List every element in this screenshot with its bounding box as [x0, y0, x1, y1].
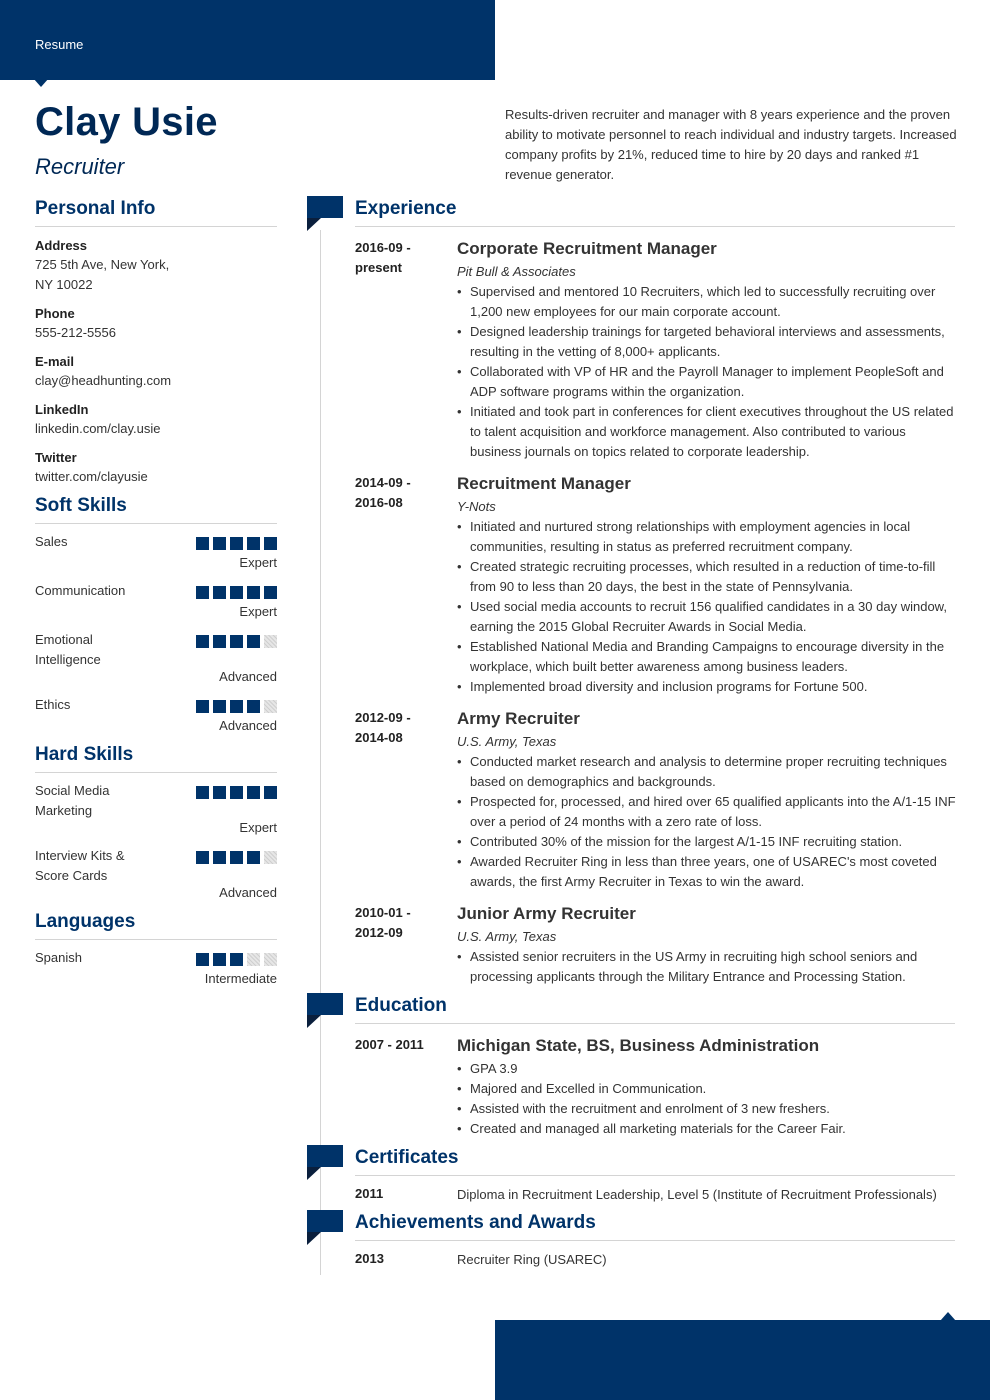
list-item: • Implemented broad diversity and inclusion programs for Fortune 500.: [457, 677, 957, 697]
rating-square-filled: [213, 537, 226, 550]
skill-name: Interview Kits & Score Cards: [35, 848, 125, 883]
achievement-date: 2013: [355, 1251, 384, 1266]
rating-square-filled: [213, 635, 226, 648]
job-title: Corporate Recruitment Manager: [457, 239, 717, 258]
skill-level: Advanced: [219, 885, 277, 900]
rating-square-filled: [230, 700, 243, 713]
job-date: 2016-09 - present: [355, 240, 411, 275]
rating-square-filled: [264, 786, 277, 799]
summary-text: Results-driven recruiter and manager with 8 years experience and the proven ability to motivate personnel to reach individual and industry targets. Increased company profits by 21%, reduced time to hire by 20 days and ranked #1 revenue generator.: [505, 107, 957, 182]
skill-rating: [196, 635, 277, 648]
job-company: Pit Bull & Associates: [457, 264, 576, 279]
linkedin-label: LinkedIn: [35, 402, 89, 417]
address-value: 725 5th Ave, New York, NY 10022: [35, 257, 170, 292]
language-level: Intermediate: [204, 971, 277, 986]
skill-name: Sales: [35, 534, 68, 549]
rating-square-filled: [213, 851, 226, 864]
rating-square-filled: [247, 786, 260, 799]
list-item: • Supervised and mentored 10 Recruiters, which led to successfully recruiting over 1,200 new employees for our main corporate account.: [457, 282, 957, 322]
twitter-value: twitter.com/clayusie: [35, 469, 148, 484]
rating-square-filled: [230, 953, 243, 966]
header-label: Resume: [35, 37, 84, 52]
rating-square-filled: [213, 700, 226, 713]
footer-bar: [495, 1320, 990, 1400]
list-item: • Majored and Excelled in Communication.: [457, 1079, 957, 1099]
skill-name: Social Media Marketing: [35, 783, 110, 818]
job-date: 2010-01 - 2012-09: [355, 905, 411, 940]
list-item: • Prospected for, processed, and hired over 65 qualified applicants into the A/1-15 INF over a period of 24 months with a zero rate of loss.: [457, 792, 957, 832]
job-date: 2012-09 - 2014-08: [355, 710, 411, 745]
skill-rating: [196, 586, 277, 599]
job-title: Recruitment Manager: [457, 474, 631, 493]
footer-notch: [940, 1312, 956, 1321]
list-item: • Contributed 30% of the mission for the largest A/1-15 INF recruiting station.: [457, 832, 957, 852]
skill-level: Expert: [239, 604, 277, 619]
linkedin-value: linkedin.com/clay.usie: [35, 421, 161, 436]
rating-square-filled: [230, 537, 243, 550]
rating-square-filled: [213, 786, 226, 799]
job-bullets: [457, 282, 957, 462]
languages-heading: Languages: [35, 911, 277, 940]
section-flag-icon: [307, 1210, 343, 1246]
certificate-text: Diploma in Recruitment Leadership, Level 5 (Institute of Recruitment Professionals): [457, 1187, 937, 1202]
list-item: • GPA 3.9: [457, 1059, 957, 1079]
list-item: • Created strategic recruiting processes, which resulted in a reduction of time-to-fill from 90 to less than 20 days, the best in the state of Pennsylvania.: [457, 557, 957, 597]
email-label: E-mail: [35, 354, 75, 369]
address-label: Address: [35, 238, 88, 253]
rating-square-filled: [196, 786, 209, 799]
rating-square-filled: [264, 586, 277, 599]
list-item: • Used social media accounts to recruit 156 qualified candidates in a 30 day window, earning the 2015 Global Recruiter Awards in Social Media.: [457, 597, 957, 637]
list-item: • Conducted market research and analysis to determine proper recruiting techniques based on demographics and backgrounds.: [457, 752, 957, 792]
rating-square-filled: [196, 586, 209, 599]
phone-label: Phone: [35, 306, 75, 321]
rating-square-empty: [264, 700, 277, 713]
list-item: • Awarded Recruiter Ring in less than three years, one of USAREC's most coveted awards, the first Army Recruiter in Texas to win the award.: [457, 852, 957, 892]
soft-skills-heading: Soft Skills: [35, 495, 277, 524]
rating-square-filled: [264, 537, 277, 550]
list-item: • Assisted senior recruiters in the US Army in recruiting high school seniors and processing applicants through the Military Entrance and Processing Station.: [457, 947, 957, 987]
certificate-date: 2011: [355, 1186, 384, 1201]
rating-square-filled: [230, 851, 243, 864]
rating-square-empty: [264, 851, 277, 864]
rating-square-filled: [196, 537, 209, 550]
rating-square-filled: [230, 635, 243, 648]
rating-square-filled: [247, 635, 260, 648]
section-flag-icon: [307, 1145, 343, 1181]
rating-square-filled: [230, 786, 243, 799]
job-title: Junior Army Recruiter: [457, 904, 636, 923]
hard-skills-heading: Hard Skills: [35, 744, 277, 773]
list-item: • Established National Media and Branding Campaigns to encourage diversity in the workplace, which built better awareness among business leaders.: [457, 637, 957, 677]
skill-level: Advanced: [219, 669, 277, 684]
language-name: Spanish: [35, 950, 82, 965]
job-title: Army Recruiter: [457, 709, 580, 728]
rating-square-filled: [247, 586, 260, 599]
timeline-line: [320, 230, 321, 1275]
certificates-heading: Certificates: [355, 1147, 955, 1176]
language-rating: [196, 953, 277, 966]
personal-info-heading: Personal Info: [35, 198, 277, 227]
list-item: • Assisted with the recruitment and enrolment of 3 new freshers.: [457, 1099, 957, 1119]
phone-value: 555-212-5556: [35, 325, 116, 340]
rating-square-empty: [264, 635, 277, 648]
skill-name: Communication: [35, 583, 126, 598]
candidate-name: Clay Usie: [35, 100, 218, 144]
job-bullets: [457, 752, 957, 892]
skill-rating: [196, 537, 277, 550]
list-item: • Designed leadership trainings for targeted behavioral interviews and assessments, resulting in the vetting of 8,000+ applicants.: [457, 322, 957, 362]
rating-square-filled: [196, 953, 209, 966]
rating-square-filled: [230, 586, 243, 599]
section-flag-icon: [307, 196, 343, 232]
skill-level: Advanced: [219, 718, 277, 733]
rating-square-filled: [213, 586, 226, 599]
list-item: • Created and managed all marketing materials for the Career Fair.: [457, 1119, 957, 1139]
education-heading: Education: [355, 995, 955, 1024]
skill-name: Emotional Intelligence: [35, 632, 101, 667]
skill-name: Ethics: [35, 697, 71, 712]
skill-rating: [196, 851, 277, 864]
rating-square-empty: [264, 953, 277, 966]
rating-square-filled: [213, 953, 226, 966]
list-item: • Initiated and nurtured strong relationships with employment agencies in local communities, resulting in status as preferred recruitment company.: [457, 517, 957, 557]
education-date: 2007 - 2011: [355, 1037, 424, 1052]
rating-square-filled: [247, 537, 260, 550]
header-bar: [0, 0, 495, 80]
candidate-role: Recruiter: [35, 154, 125, 179]
job-bullets: [457, 517, 957, 697]
twitter-label: Twitter: [35, 450, 77, 465]
skill-rating: [196, 786, 277, 799]
list-item: • Initiated and took part in conferences for client executives throughout the US related to talent acquisition and workforce management. Also contributed to various business journals on topics related to corporate leadership.: [457, 402, 957, 462]
rating-square-filled: [247, 851, 260, 864]
rating-square-filled: [196, 700, 209, 713]
education-bullets: [457, 1059, 957, 1139]
job-company: Y-Nots: [457, 499, 496, 514]
skill-level: Expert: [239, 820, 277, 835]
rating-square-filled: [247, 700, 260, 713]
list-item: • Collaborated with VP of HR and the Payroll Manager to implement PeopleSoft and ADP software programs within the organization.: [457, 362, 957, 402]
experience-heading: Experience: [355, 198, 955, 227]
job-company: U.S. Army, Texas: [457, 929, 557, 944]
job-bullets: [457, 947, 957, 987]
skill-level: Expert: [239, 555, 277, 570]
job-date: 2014-09 - 2016-08: [355, 475, 411, 510]
rating-square-filled: [196, 635, 209, 648]
achievement-text: Recruiter Ring (USAREC): [457, 1252, 607, 1267]
education-title: Michigan State, BS, Business Administration: [457, 1036, 820, 1055]
rating-square-empty: [247, 953, 260, 966]
email-value: clay@headhunting.com: [35, 373, 172, 388]
section-flag-icon: [307, 993, 343, 1029]
rating-square-filled: [196, 851, 209, 864]
skill-rating: [196, 700, 277, 713]
job-company: U.S. Army, Texas: [457, 734, 557, 749]
achievements-heading: Achievements and Awards: [355, 1212, 955, 1241]
header-notch: [33, 78, 49, 87]
